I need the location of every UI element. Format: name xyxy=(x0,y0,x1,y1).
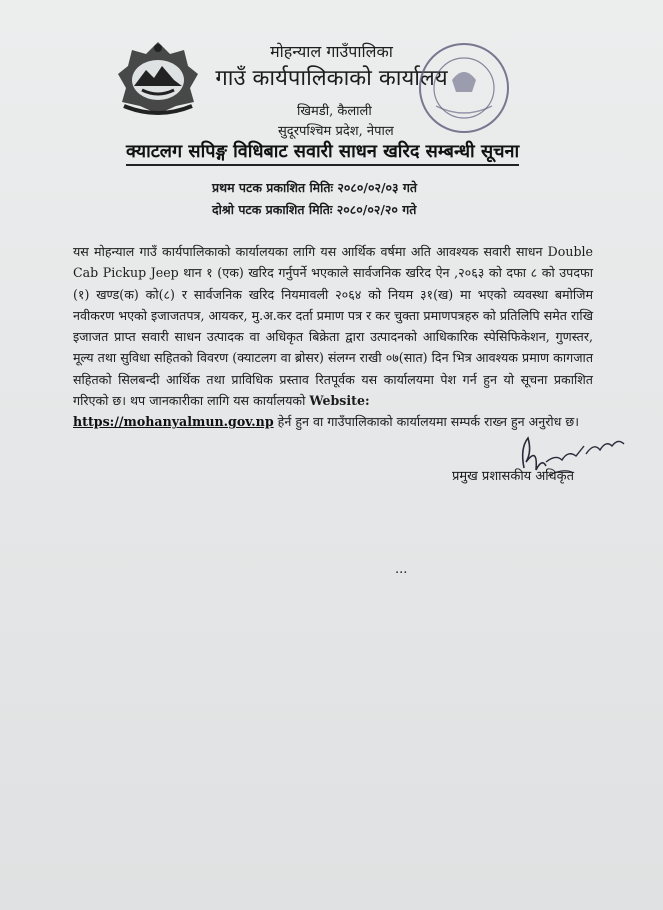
address-line-1: खिमडी, कैलाली xyxy=(297,104,372,119)
office-seal-stamp-icon xyxy=(416,40,512,136)
website-label: Website: xyxy=(309,393,370,409)
notice-body xyxy=(73,241,593,433)
address-line-2: सुदूरपश्चिम प्रदेश, नेपाल xyxy=(278,124,394,139)
page-ellipsis: ... xyxy=(395,562,408,577)
website-link[interactable]: https://mohanyalmun.gov.np xyxy=(73,414,274,430)
first-published-date: प्रथम पटक प्रकाशित मितिः २०८०/०२/०३ गते xyxy=(212,180,418,195)
municipality-name: मोहन्याल गाउँपालिका xyxy=(270,42,393,61)
notice-body-closing: हेर्न हुन वा गाउँपालिकाको कार्यालयमा सम्पर्क राख्न हुन अनुरोध छ। xyxy=(277,414,580,430)
office-name: गाउँ कार्यपालिकाको कार्यालय xyxy=(215,66,448,91)
notice-title: क्याटलग सपिङ्ग विधिबाट सवारी साधन खरिद सम्बन्धी सूचना xyxy=(126,139,519,166)
second-published-date: दोश्रो पटक प्रकाशित मितिः २०८०/०२/२० गते xyxy=(212,202,417,217)
signatory-title: प्रमुख प्रशासकीय अधिकृत xyxy=(452,469,575,484)
notice-body-main: यस मोहन्याल गाउँ कार्यपालिकाको कार्यालयका लागि यस आर्थिक वर्षमा अति आवश्यक सवारी साधन Double Cab Pickup Jeep थान १ (एक) खरिद गर्नुपर्ने भएकाले सार्वजनिक खरिद ऐन ,२०६३ को दफा ८ को उपदफा (१) खण्ड(क) को(८) र सार्वजनिक खरिद नियमावली २०६४ को नियम ३१(ख) मा भएको व्यवस्था बमोजिम नवीकरण भएको इजाजतपत्र, आयकर, मु.अ.कर दर्ता प्रमाण पत्र र कर चुक्ता प्रमाणपत्रहरु को प्रतिलिपि समेत राखि इजाजत प्राप्त सवारी साधन उत्पादक वा अधिकृत बिक्रेता द्वारा उत्पादनको आधिकारिक स्पेसिफिकेशन, गुणस्तर, मूल्य तथा सुविधा सहितको विवरण (क्याटलग वा ब्रोसर) संलग्न राखी ०७(सात) दिन भित्र आवश्यक प्रमाण कागजात सहितको सिलबन्दी आर्थिक तथा प्राविधिक प्रस्ताव रितपूर्वक यस कार्यालयमा पेश गर्न हुन यो सूचना प्रकाशित गरिएको छ। थप जानकारीका लागि यस कार्यालयको xyxy=(73,244,593,409)
